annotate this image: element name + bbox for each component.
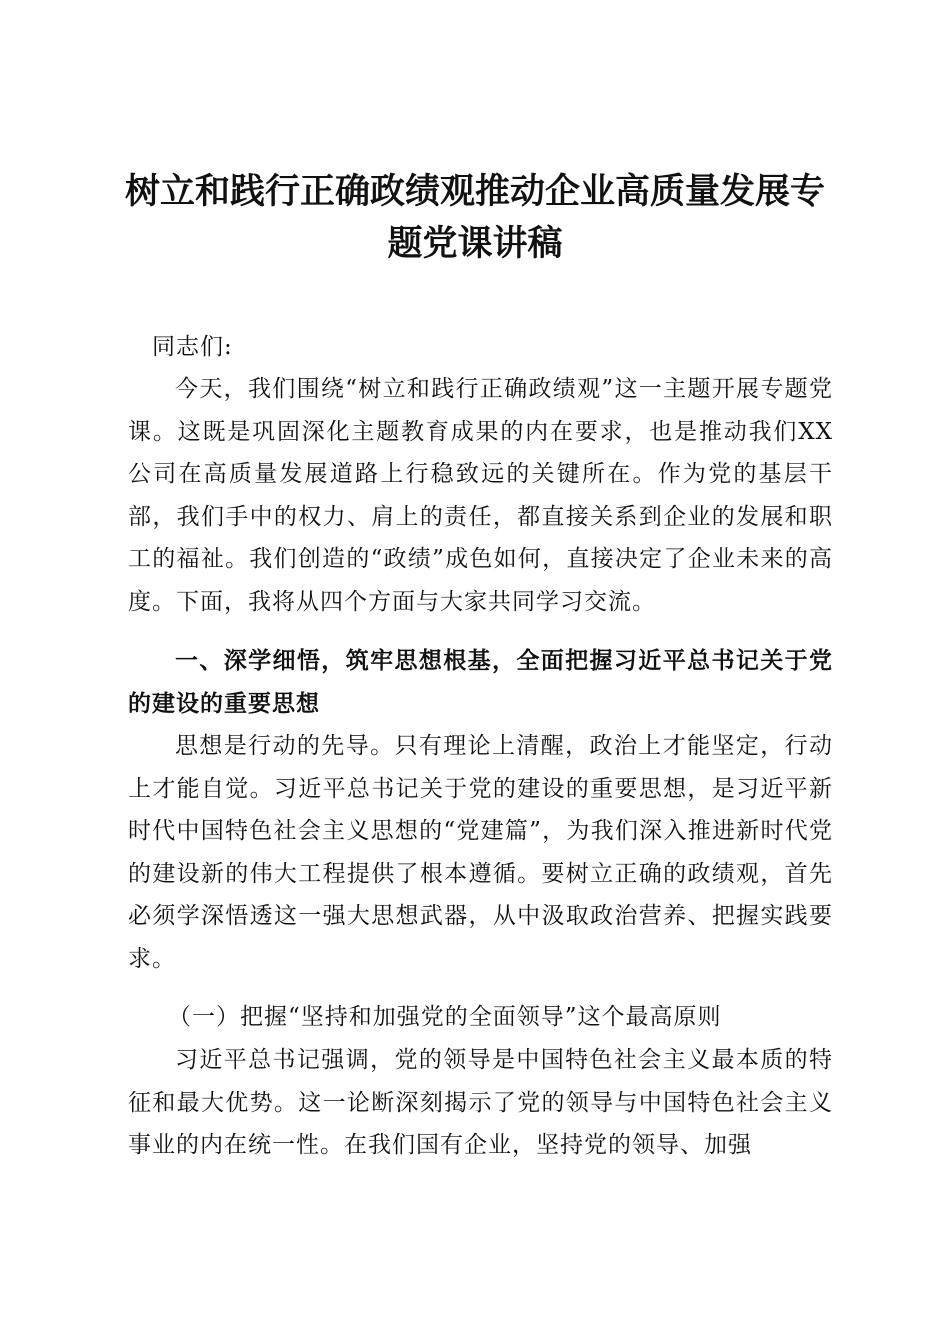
section-heading-1: 一、深学细悟，筑牢思想根基，全面把握习近平总书记关于党的建设的重要思想 (128, 648, 833, 717)
salutation: 同志们: (152, 334, 233, 360)
section-1-paragraph: 思想是行动的先导。只有理论上清醒，政治上才能坚定，行动上才能自觉。习近平总书记关于党的建设的重要思想，是习近平新时代中国特色社会主义思想的“党建篇”，为我们深入推进新时代党的建设新的伟大工程提供了根本遵循。要树立正确的政绩观，首先必须学深悟透这一强大思想武器，从中汲取政治营养、把握实践要求。 (128, 733, 833, 972)
intro-paragraph: 今天，我们围绕“树立和践行正确政绩观”这一主题开展专题党课。这既是巩固深化主题教育成果的内在要求，也是推动我们XX公司在高质量发展道路上行稳致远的关键所在。作为党的基层干部，我们手中的权力、肩上的责任，都直接关系到企业的发展和职工的福祉。我们创造的“政绩”成色如何，直接决定了企业未来的高度。下面，我将从四个方面与大家共同学习交流。 (128, 376, 833, 615)
document-title: 树立和践行正确政绩观推动企业高质量发展专题党课讲稿 (124, 171, 825, 264)
subsection-heading-1-1: （一）把握“坚持和加强党的全面领导”这个最高原则 (168, 1004, 722, 1030)
subsection-1-1-paragraph: 习近平总书记强调，党的领导是中国特色社会主义最本质的特征和最大优势。这一论断深刻揭示了党的领导与中国特色社会主义事业的内在统一性。在我们国有企业，坚持党的领导、加强 (128, 1047, 833, 1158)
